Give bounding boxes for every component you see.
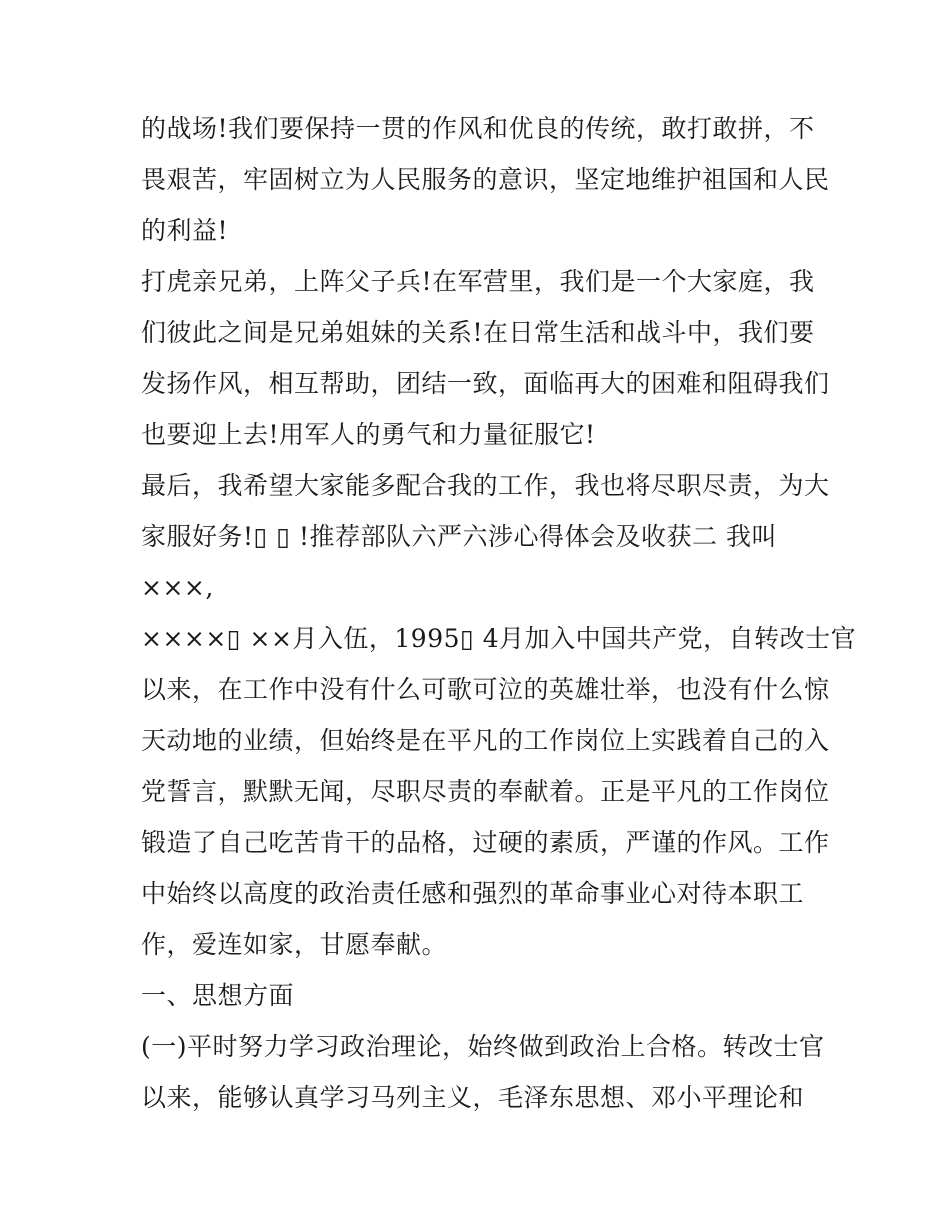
text-line: ××××▯ ××月入伍，1995▯ 4月加入中国共产党，自转改士官 <box>141 624 857 653</box>
text-line: 以来，能够认真学习马列主义，毛泽东思想、邓小平理论和 <box>141 1083 805 1112</box>
text-line: 最后，我希望大家能多配合我的工作，我也将尽职尽责，为大 <box>141 471 830 500</box>
text-line: 发扬作风，相互帮助，团结一致，面临再大的困难和阻碍我们 <box>141 369 830 398</box>
text-line: 的利益! <box>141 216 229 245</box>
text-line: 作，爱连如家，甘愿奉献。 <box>141 930 448 959</box>
text-line: 以来，在工作中没有什么可歌可泣的英雄壮举，也没有什么惊 <box>141 675 830 704</box>
text-line: 打虎亲兄弟，上阵父子兵!在军营里，我们是一个大家庭，我 <box>141 267 815 296</box>
text-line: 天动地的业绩，但始终是在平凡的工作岗位上实践着自己的入 <box>141 726 830 755</box>
section-heading: 一、思想方面 <box>141 981 295 1010</box>
text-line: 的战场!我们要保持一贯的作风和优良的传统，敢打敢拼，不 <box>141 114 815 143</box>
text-line: 们彼此之间是兄弟姐妹的关系!在日常生活和战斗中，我们要 <box>141 318 815 347</box>
document-body <box>141 103 857 1123</box>
text-line: 家服好务!▯ ▯ !推荐部队六严六涉心得体会及收获二 我叫 <box>141 522 777 551</box>
text-line: 也要迎上去!用军人的勇气和力量征服它! <box>141 420 596 449</box>
text-line: ×××, <box>141 573 214 602</box>
text-line: 党誓言，默默无闻，尽职尽责的奉献着。正是平凡的工作岗位 <box>141 777 830 806</box>
text-line: 中始终以高度的政治责任感和强烈的革命事业心对待本职工 <box>141 879 805 908</box>
text-line: (一)平时努力学习政治理论，始终做到政治上合格。转改士官 <box>141 1032 825 1061</box>
text-line: 畏艰苦，牢固树立为人民服务的意识，坚定地维护祖国和人民 <box>141 165 830 194</box>
text-line: 锻造了自己吃苦肯干的品格，过硬的素质，严谨的作风。工作 <box>141 828 830 857</box>
